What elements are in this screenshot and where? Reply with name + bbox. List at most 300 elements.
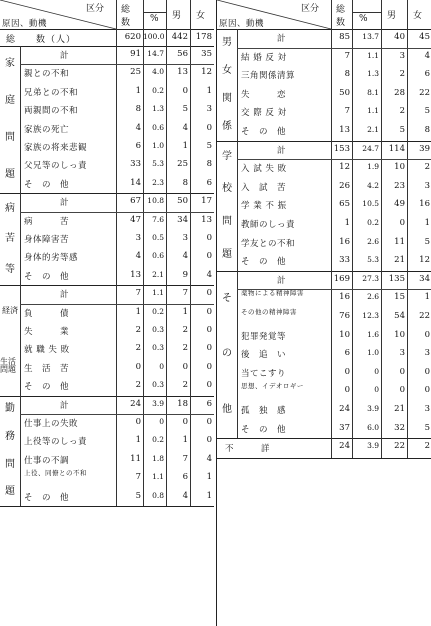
group-label-char: 題 bbox=[5, 168, 15, 180]
header-pct-cell bbox=[352, 0, 368, 29]
cell-female: 35 bbox=[201, 49, 212, 59]
cell-pct: 1.0 bbox=[367, 348, 379, 358]
group-1 bbox=[217, 141, 431, 272]
subtotal-rule bbox=[20, 64, 214, 65]
cell-pct: 13.7 bbox=[362, 32, 379, 41]
subtotal-row bbox=[0, 193, 214, 211]
group-label-char: 問 bbox=[5, 131, 15, 143]
cell-male: 11 bbox=[394, 236, 405, 247]
cell-total: 37 bbox=[339, 422, 350, 433]
cell-female: 0 bbox=[206, 380, 212, 391]
header-pct-cell bbox=[143, 0, 159, 29]
cell-female: 12 bbox=[419, 255, 430, 266]
cell-male: 0 bbox=[399, 385, 405, 396]
cell-total: 26 bbox=[339, 180, 350, 191]
cell-total: 91 bbox=[130, 49, 141, 59]
cell-male: 56 bbox=[177, 49, 188, 59]
header-male: 男 bbox=[172, 11, 182, 21]
table-row bbox=[0, 263, 214, 285]
cell-total: 8 bbox=[135, 104, 141, 115]
group-label-char: 生活問題 bbox=[0, 356, 16, 374]
cell-pct: 7.6 bbox=[152, 214, 164, 224]
cell-male: 2 bbox=[399, 69, 405, 80]
cell-female: 0 bbox=[206, 416, 212, 427]
row-label: 計 bbox=[277, 275, 287, 286]
cell-total: 1 bbox=[344, 217, 350, 228]
header-total-cell bbox=[116, 0, 131, 29]
cell-total: 85 bbox=[339, 32, 350, 42]
table-row bbox=[217, 103, 431, 121]
cell-female: 4 bbox=[206, 453, 212, 464]
cell-male: 0 bbox=[399, 366, 405, 377]
cell-female: 0 bbox=[206, 288, 212, 299]
subtotal-row bbox=[0, 285, 214, 303]
row-label: 家族の死亡 bbox=[24, 124, 70, 135]
cell-male: 1 bbox=[182, 435, 188, 446]
row-label: 交 際 反 対 bbox=[241, 108, 287, 119]
header-female: 女 bbox=[413, 11, 423, 21]
header-male-cell bbox=[166, 0, 182, 29]
header-female-cell bbox=[190, 0, 206, 29]
group-label-char: 関 bbox=[222, 92, 232, 104]
cell-female: 17 bbox=[201, 196, 212, 207]
header-female: 女 bbox=[196, 11, 206, 21]
group-label-char: 経済 bbox=[2, 305, 18, 315]
cell-pct: 3.9 bbox=[367, 403, 379, 413]
cell-female: 0 bbox=[206, 251, 212, 262]
group-3 bbox=[0, 396, 214, 507]
cell-pct: 2.1 bbox=[367, 125, 379, 134]
cell-pct: 0 bbox=[159, 416, 164, 426]
cell-female: 1 bbox=[206, 85, 212, 96]
cell-pct: 6.0 bbox=[367, 422, 379, 432]
table-row bbox=[0, 469, 214, 487]
table-row bbox=[0, 83, 214, 101]
cell-total: 6 bbox=[135, 141, 141, 151]
cell-total: 4 bbox=[135, 122, 141, 133]
cell-male: 7 bbox=[182, 288, 188, 299]
cell-male: 8 bbox=[182, 177, 188, 188]
row-label: 思想、イデオロギー bbox=[241, 382, 304, 391]
row-label: そ の 他 bbox=[24, 382, 70, 393]
cell-pct: 10.8 bbox=[147, 196, 164, 206]
subtotal-row bbox=[0, 396, 214, 414]
row-label: 計 bbox=[277, 145, 287, 156]
cell-male: 2 bbox=[182, 380, 188, 391]
cell-total: 13 bbox=[130, 269, 141, 280]
grand-total-row bbox=[0, 29, 214, 47]
cell-total: 1 bbox=[135, 85, 141, 96]
group-label-char: 勤 bbox=[5, 403, 15, 415]
table-row bbox=[217, 122, 431, 140]
cell-female: 4 bbox=[424, 50, 430, 61]
cell-pct: 1.6 bbox=[367, 329, 379, 339]
subtotal-rule bbox=[237, 159, 431, 160]
cell-female: 6 bbox=[206, 177, 212, 188]
table-row bbox=[217, 289, 431, 307]
cell-pct: 3.9 bbox=[152, 398, 164, 408]
cell-male: 6 bbox=[182, 472, 188, 483]
table-row bbox=[0, 120, 214, 138]
cell-pct: 1.0 bbox=[152, 141, 164, 150]
cell-male: 442 bbox=[171, 32, 188, 42]
cell-male: 25 bbox=[177, 159, 188, 170]
cell-total: 8 bbox=[344, 69, 350, 80]
table-row bbox=[0, 230, 214, 248]
cell-female: 3 bbox=[424, 180, 430, 191]
row-label: 兄弟との不和 bbox=[24, 87, 79, 98]
cell-female: 0 bbox=[206, 343, 212, 354]
group-label-char: 務 bbox=[5, 430, 15, 442]
table-row bbox=[0, 322, 214, 340]
cell-female: 8 bbox=[206, 159, 212, 170]
cell-male: 2 bbox=[399, 106, 405, 117]
cell-male: 0 bbox=[182, 361, 188, 372]
cell-total: 16 bbox=[339, 236, 350, 247]
cell-pct: 0.2 bbox=[152, 306, 164, 316]
pct-divider bbox=[352, 12, 381, 13]
cell-female: 3 bbox=[424, 403, 430, 414]
cell-female: 34 bbox=[419, 273, 430, 284]
cell-female: 8 bbox=[424, 125, 430, 135]
cell-male: 2 bbox=[182, 324, 188, 335]
cell-pct: 2.6 bbox=[367, 236, 379, 246]
cell-pct: 1.1 bbox=[367, 50, 379, 60]
group-label-char: 他 bbox=[222, 404, 232, 416]
cell-pct: 4.0 bbox=[152, 67, 164, 77]
group-0 bbox=[0, 46, 214, 194]
cell-male: 135 bbox=[388, 273, 405, 284]
cell-pct: 5.3 bbox=[152, 159, 164, 169]
subtotal-rule bbox=[20, 304, 214, 305]
row-label: 教師のしっ責 bbox=[241, 219, 296, 230]
cell-pct: 27.3 bbox=[362, 273, 379, 283]
cell-male: 114 bbox=[388, 143, 405, 154]
cell-male: 2 bbox=[182, 343, 188, 354]
cell-male: 5 bbox=[182, 104, 188, 115]
cell-pct: 1.1 bbox=[152, 288, 164, 298]
cell-total: 7 bbox=[344, 106, 350, 117]
cell-male: 0 bbox=[399, 217, 405, 228]
cell-total: 47 bbox=[130, 214, 141, 225]
cell-total: 65 bbox=[339, 199, 350, 210]
table-row bbox=[217, 178, 431, 196]
header-cause: 原因、動機 bbox=[219, 19, 265, 29]
cell-female: 3 bbox=[206, 104, 212, 115]
cell-total: 76 bbox=[339, 310, 350, 321]
cell-pct: 1.3 bbox=[367, 69, 379, 79]
cell-male: 50 bbox=[177, 196, 188, 207]
cell-male: 1 bbox=[182, 141, 188, 151]
row-label: 上役、同僚との不和 bbox=[24, 469, 87, 478]
cell-male: 3 bbox=[399, 348, 405, 359]
row-label: 家族の将来悲観 bbox=[24, 143, 88, 153]
cell-male: 9 bbox=[182, 269, 188, 280]
cell-male: 28 bbox=[394, 87, 405, 98]
grand-total-label: 総 数（人） bbox=[6, 35, 77, 45]
table-row bbox=[217, 196, 431, 214]
group-label-char: 題 bbox=[222, 248, 232, 260]
header-pct: % bbox=[150, 14, 159, 24]
row-label: そ の 他 bbox=[24, 271, 70, 282]
table-row bbox=[0, 212, 214, 230]
cell-female: 6 bbox=[424, 69, 430, 80]
row-label: 入 試 失 敗 bbox=[241, 164, 287, 175]
cell-pct: 1.3 bbox=[152, 104, 164, 114]
subtotal-row bbox=[0, 46, 214, 64]
table-row bbox=[217, 364, 431, 382]
cell-male: 54 bbox=[394, 310, 405, 321]
cell-female: 1 bbox=[424, 217, 430, 228]
cell-male: 21 bbox=[394, 255, 405, 266]
subtotal-rule bbox=[237, 289, 431, 290]
cell-female: 2 bbox=[424, 441, 430, 452]
group-label-char: 問 bbox=[222, 215, 232, 227]
cell-male: 4 bbox=[182, 490, 188, 501]
row-label: 結 婚 反 対 bbox=[241, 52, 287, 63]
cell-male: 13 bbox=[177, 67, 188, 78]
table-row bbox=[217, 382, 431, 400]
cell-male: 3 bbox=[182, 232, 188, 243]
header-kubun: 区分 bbox=[301, 4, 320, 14]
cell-female: 1 bbox=[206, 490, 212, 501]
table-row bbox=[217, 85, 431, 103]
table-row bbox=[0, 64, 214, 82]
table-row bbox=[0, 304, 214, 322]
group-1 bbox=[0, 193, 214, 286]
cell-total: 0 bbox=[344, 385, 350, 396]
cell-male: 3 bbox=[399, 50, 405, 61]
cell-total: 12 bbox=[339, 162, 350, 173]
table-header bbox=[217, 0, 431, 30]
table-row bbox=[217, 420, 431, 438]
cell-female: 0 bbox=[424, 385, 430, 396]
cell-male: 21 bbox=[394, 403, 405, 414]
group-label-char: そ bbox=[222, 292, 232, 304]
subtotal-row bbox=[217, 141, 431, 159]
cell-female: 0 bbox=[206, 306, 212, 317]
cell-pct: 0.6 bbox=[152, 251, 164, 261]
table-row bbox=[217, 159, 431, 177]
cell-pct: 5.3 bbox=[367, 255, 379, 265]
cell-total: 0 bbox=[135, 361, 141, 372]
cell-female: 39 bbox=[419, 143, 430, 154]
cell-female: 1 bbox=[206, 472, 212, 483]
cell-pct: 8.1 bbox=[367, 87, 379, 97]
subtotal-rule bbox=[20, 414, 214, 415]
cell-female: 13 bbox=[201, 214, 212, 225]
cell-total: 33 bbox=[130, 159, 141, 170]
left-panel bbox=[0, 0, 214, 626]
cell-pct: 0.5 bbox=[152, 232, 164, 242]
group-label-char: 等 bbox=[5, 263, 15, 275]
cell-pct: 0 bbox=[374, 385, 379, 395]
cell-pct: 0.6 bbox=[152, 122, 164, 132]
row-label: 学 業 不 振 bbox=[241, 201, 287, 212]
cell-female: 22 bbox=[419, 310, 430, 321]
group-label-char: 男 bbox=[222, 36, 232, 48]
group-label-char: 女 bbox=[222, 64, 232, 76]
cell-male: 15 bbox=[394, 292, 405, 303]
row-label: 計 bbox=[60, 400, 70, 411]
row-label: 負 債 bbox=[24, 308, 70, 319]
table-row bbox=[217, 48, 431, 66]
cell-total: 0 bbox=[135, 416, 141, 427]
cell-female: 0 bbox=[424, 366, 430, 377]
table-row bbox=[0, 138, 214, 156]
row-label: 親との不和 bbox=[24, 69, 70, 80]
header-pct: % bbox=[359, 14, 368, 24]
header-total: 総数 bbox=[121, 5, 131, 28]
cell-male: 4 bbox=[182, 251, 188, 262]
row-label: 仕事の不調 bbox=[24, 455, 70, 466]
cell-female: 5 bbox=[206, 141, 212, 151]
cell-male: 32 bbox=[394, 422, 405, 433]
row-label: 父兄等のしっ責 bbox=[24, 161, 88, 172]
table-row bbox=[217, 308, 431, 326]
cell-female: 5 bbox=[424, 106, 430, 117]
cell-female: 45 bbox=[419, 32, 430, 42]
cell-pct: 4.2 bbox=[367, 180, 379, 190]
row-label: 両親間の不和 bbox=[24, 106, 79, 117]
unknown-row bbox=[217, 438, 431, 458]
cell-total: 3 bbox=[135, 232, 141, 243]
group-label-char: 病 bbox=[5, 202, 15, 214]
cell-total: 4 bbox=[135, 251, 141, 262]
group-2 bbox=[217, 271, 431, 439]
row-label: その他の精神障害 bbox=[241, 307, 297, 316]
cell-pct: 2.6 bbox=[367, 292, 379, 302]
cell-pct: 3.9 bbox=[367, 441, 379, 451]
table-row bbox=[0, 356, 214, 377]
group-2 bbox=[0, 285, 214, 396]
table-header bbox=[0, 0, 214, 30]
header-kubun: 区分 bbox=[86, 4, 105, 14]
cell-female: 0 bbox=[206, 361, 212, 372]
table-row bbox=[217, 215, 431, 233]
row-label: そ の 他 bbox=[24, 179, 70, 190]
group-label-char: 問 bbox=[5, 458, 15, 470]
cell-total: 24 bbox=[339, 441, 350, 452]
group-label-char: 庭 bbox=[5, 95, 15, 107]
row-label: 身体的劣等感 bbox=[24, 253, 79, 264]
cell-pct: 0 bbox=[374, 366, 379, 376]
cell-female: 1 bbox=[424, 292, 430, 303]
cell-total: 7 bbox=[344, 50, 350, 61]
row-label: 計 bbox=[60, 198, 70, 209]
row-label: 上役等のしっ責 bbox=[24, 437, 88, 448]
cell-pct: 1.1 bbox=[367, 106, 379, 116]
cell-pct: 14.7 bbox=[147, 49, 164, 58]
cell-pct: 12.3 bbox=[362, 310, 379, 320]
cell-male: 22 bbox=[394, 441, 405, 452]
cell-male: 23 bbox=[394, 180, 405, 191]
table-row bbox=[0, 248, 214, 266]
cell-female: 5 bbox=[424, 236, 430, 247]
cell-pct: 24.7 bbox=[362, 143, 379, 153]
cell-male: 40 bbox=[394, 32, 405, 42]
cell-male: 4 bbox=[182, 122, 188, 133]
row-label: 計 bbox=[60, 51, 70, 61]
row-label: そ の 他 bbox=[241, 257, 287, 268]
cell-total: 2 bbox=[135, 380, 141, 391]
row-label: 学友との不和 bbox=[241, 238, 296, 249]
cell-total: 169 bbox=[333, 273, 350, 284]
cell-male: 0 bbox=[182, 416, 188, 427]
table-row bbox=[217, 66, 431, 84]
table-row bbox=[217, 401, 431, 419]
cell-pct: 0.2 bbox=[367, 217, 379, 227]
cell-total: 6 bbox=[344, 348, 350, 359]
cell-female: 3 bbox=[424, 348, 430, 359]
cell-female: 6 bbox=[206, 398, 212, 409]
cell-total: 14 bbox=[130, 177, 141, 188]
header-female-cell bbox=[407, 0, 423, 29]
cell-pct: 1.8 bbox=[152, 453, 164, 463]
row-label: 孤 独 感 bbox=[241, 405, 287, 416]
cell-pct: 0.8 bbox=[152, 490, 164, 500]
cell-male: 18 bbox=[177, 398, 188, 409]
row-label: 三角関係清算 bbox=[241, 71, 296, 82]
cell-female: 22 bbox=[419, 87, 430, 98]
cell-pct: 0.2 bbox=[152, 85, 164, 95]
table-row bbox=[0, 488, 214, 506]
row-label: 失 恋 bbox=[241, 89, 287, 100]
cell-total: 2 bbox=[135, 324, 141, 335]
row-label: そ の 他 bbox=[24, 492, 70, 503]
cell-female: 0 bbox=[424, 329, 430, 340]
subtotal-row bbox=[217, 271, 431, 289]
cell-total: 10 bbox=[339, 329, 350, 340]
cell-female: 5 bbox=[424, 422, 430, 433]
table-row bbox=[217, 248, 431, 270]
table-row bbox=[217, 345, 431, 363]
table-row bbox=[0, 340, 214, 358]
subtotal-rule bbox=[20, 212, 214, 213]
cell-female: 0 bbox=[206, 232, 212, 243]
cell-pct: 0.3 bbox=[152, 324, 164, 334]
cell-pct: 1.1 bbox=[152, 472, 164, 482]
group-label-char: 校 bbox=[222, 183, 232, 195]
cell-total: 5 bbox=[135, 490, 141, 501]
cell-total: 67 bbox=[130, 196, 141, 207]
unknown-label: 不 詳 bbox=[225, 444, 271, 455]
table-row bbox=[0, 156, 214, 174]
cell-total: 16 bbox=[339, 292, 350, 303]
row-label: 犯罪発覚等 bbox=[241, 331, 287, 342]
cell-total: 1 bbox=[135, 435, 141, 446]
row-label: 計 bbox=[277, 34, 287, 44]
cell-pct: 1.9 bbox=[367, 162, 379, 172]
table-row bbox=[0, 451, 214, 469]
cell-total: 7 bbox=[135, 472, 141, 483]
unknown-bottom-rule bbox=[217, 458, 431, 459]
subtotal-row bbox=[217, 29, 431, 47]
row-label: 失 業 bbox=[24, 326, 70, 337]
group-label-char: 苦 bbox=[5, 233, 15, 245]
cell-total: 13 bbox=[339, 125, 350, 135]
cell-total: 153 bbox=[333, 143, 350, 154]
cell-total: 620 bbox=[124, 32, 141, 42]
cell-female: 178 bbox=[195, 32, 212, 42]
row-label: 薬物による精神障害 bbox=[241, 289, 304, 298]
cell-total: 24 bbox=[339, 403, 350, 414]
cell-male: 0 bbox=[182, 85, 188, 96]
row-label: そ の 他 bbox=[241, 424, 287, 435]
cell-pct: 10.5 bbox=[362, 199, 379, 209]
header-male-cell bbox=[381, 0, 397, 29]
table-row bbox=[217, 327, 431, 345]
